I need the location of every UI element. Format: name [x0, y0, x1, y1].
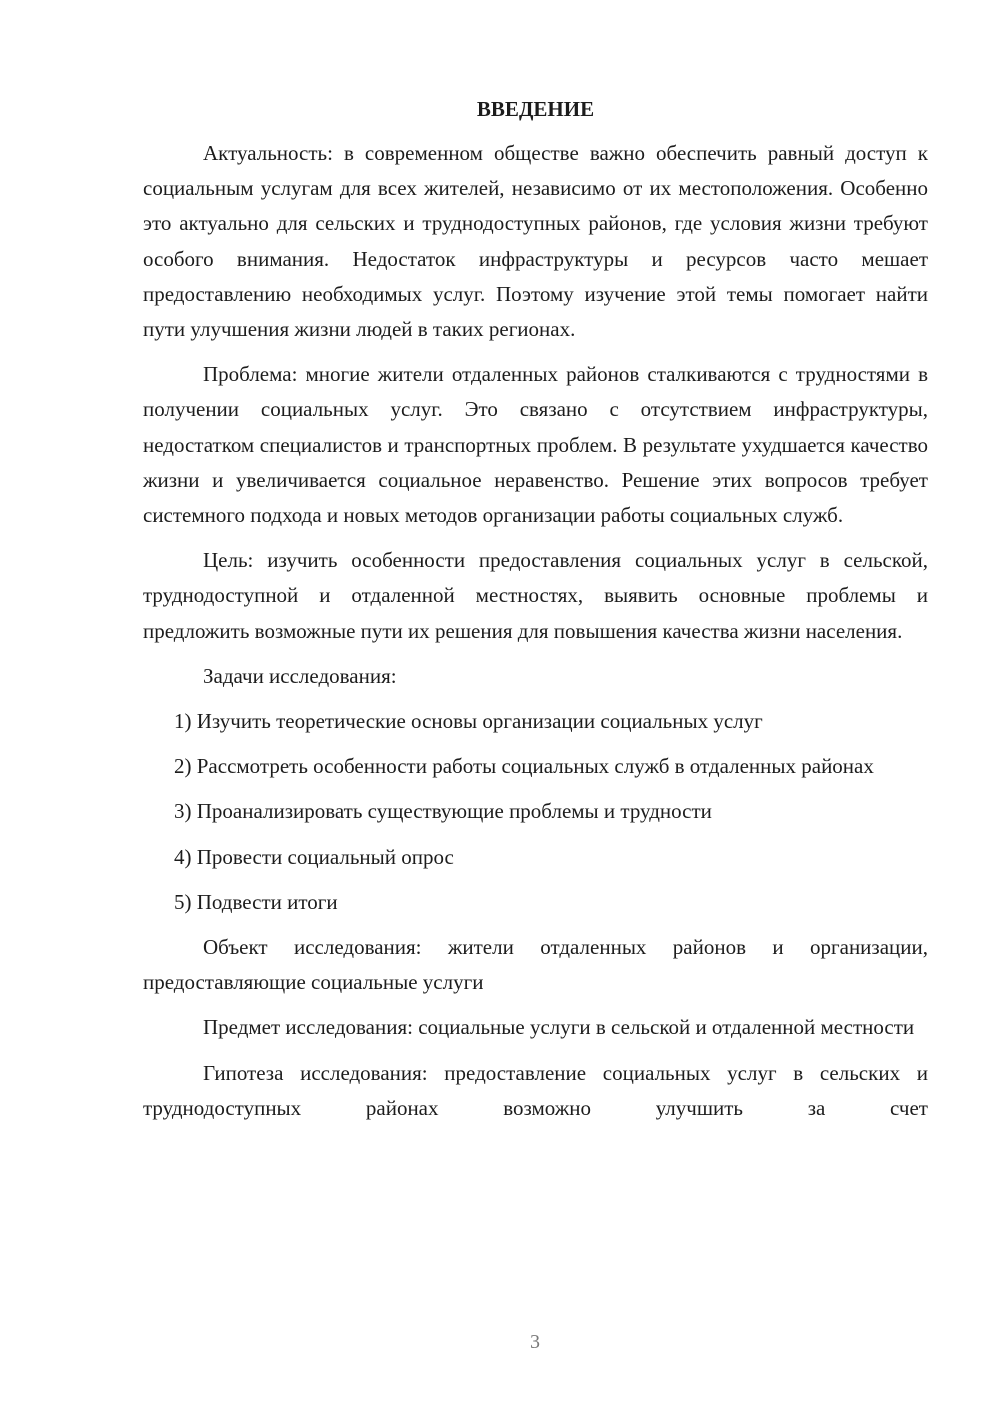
document-page — [143, 92, 928, 1136]
page-number: 3 — [530, 1331, 540, 1353]
tasks-heading: Задачи исследования: — [203, 663, 397, 688]
paragraph-problem: Проблема: многие жители отдаленных районов сталкиваются с трудностями в получении социальных услуг. Это связано с отсутствием инфраструктуры, недостатком специалистов и транспортных проблем. В результате ухудшается качество жизни и увеличивается социальное неравенство. Решение этих вопросов требует системного подхода и новых методов организации работы социальных служб. — [143, 362, 928, 528]
task-item-4: 4) Провести социальный опрос — [174, 844, 454, 869]
paragraph-subject: Предмет исследования: социальные услуги в сельской и отдаленной местности — [203, 1015, 915, 1040]
task-item-1: 1) Изучить теоретические основы организации социальных услуг — [174, 709, 763, 734]
tasks-list — [143, 704, 928, 920]
paragraph-object: Объект исследования: жители отдаленных районов и организации, предоставляющие социальные услуги — [143, 935, 928, 995]
paragraph-hypothesis: Гипотеза исследования: предоставление социальных услуг в сельских и труднодоступных районах возможно улучшить за счет — [143, 1060, 928, 1120]
paragraph-goal: Цель: изучить особенности предоставления социальных услуг в сельской, труднодоступной и отдаленной местностях, выявить основные проблемы и предложить возможные пути их решения для повышения качества жизни населения. — [143, 548, 928, 643]
paragraph-relevance: Актуальность: в современном обществе важно обеспечить равный доступ к социальным услугам для всех жителей, независимо от их местоположения. Особенно это актуально для сельских и труднодоступных районов, где условия жизни требуют особого внимания. Недостаток инфраструктуры и ресурсов часто мешает предоставлению необходимых услуг. Поэтому изучение этой темы помогает найти пути улучшения жизни людей в таких регионах. — [143, 141, 928, 342]
task-item-2: 2) Рассмотреть особенности работы социальных служб в отдаленных районах — [174, 754, 874, 779]
task-item-5: 5) Подвести итоги — [174, 889, 338, 914]
section-title: ВВЕДЕНИЕ — [476, 97, 595, 121]
task-item-3: 3) Проанализировать существующие проблемы и трудности — [174, 799, 712, 824]
